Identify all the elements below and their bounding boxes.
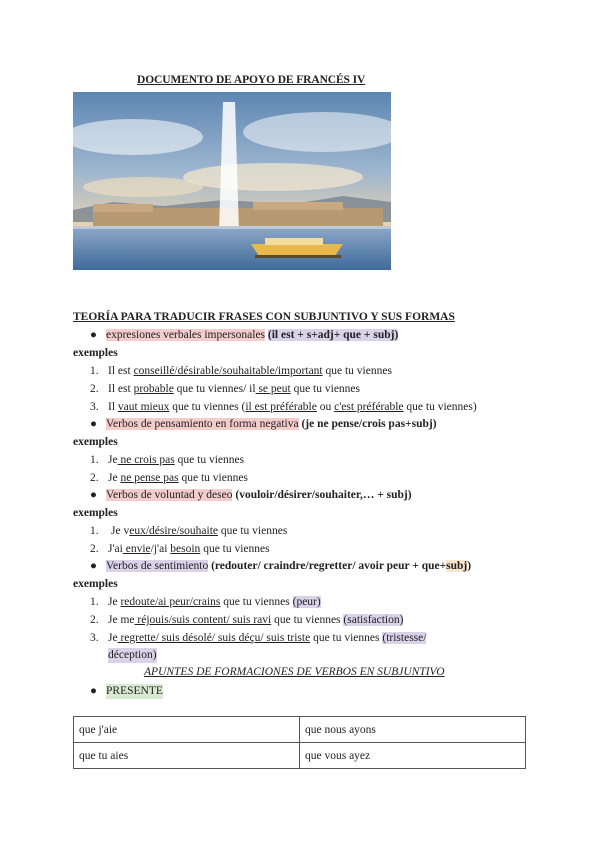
table-cell: que vous ayez <box>300 743 526 769</box>
feeling-rule-subj: subj <box>446 560 468 572</box>
list-number: 2. <box>90 383 99 395</box>
conjugation-table <box>73 716 526 769</box>
presente-label: PRESENTE <box>106 685 163 697</box>
section-heading: TEORÍA PARA TRADUCIR FRASES CON SUBJUNTIVO Y SUS FORMAS <box>73 311 455 323</box>
will-label: Verbos de voluntad y deseo <box>106 489 233 501</box>
document-title: DOCUMENTO DE APOYO DE FRANCÉS IV <box>137 74 366 86</box>
impersonal-label: expresiones verbales impersonales <box>106 329 266 341</box>
feeling-label: Verbos de sentimiento <box>106 560 209 572</box>
table-row <box>74 717 526 743</box>
examples-label-2: exemples <box>73 436 118 448</box>
list-number: 2. <box>90 614 99 626</box>
will-rule: (vouloir/désirer/souhaiter,… + subj) <box>235 489 412 501</box>
thought-rule: (je ne pense/crois pas+subj) <box>301 418 437 430</box>
apuntes-heading: APUNTES DE FORMACIONES DE VERBOS EN SUBJUNTIVO <box>144 666 445 678</box>
table-cell: que nous ayons <box>300 717 526 743</box>
list-number: 3. <box>90 632 99 644</box>
list-number: 1. <box>90 596 99 608</box>
geneva-photo <box>73 92 391 270</box>
list-number: 1. <box>90 365 99 377</box>
feeling-rule: (redouter/ craindre/regretter/ avoir peur + que+ <box>211 560 447 572</box>
impersonal-rule: (il est + s+adj+ que + subj) <box>267 329 399 341</box>
list-number: 2. <box>90 472 99 484</box>
table-cell: que j'aie <box>74 717 300 743</box>
table-row <box>74 743 526 769</box>
examples-label-3: exemples <box>73 507 118 519</box>
list-number: 3. <box>90 401 99 413</box>
list-number: 2. <box>90 543 99 555</box>
list-number: 1. <box>90 525 99 537</box>
examples-label-1: exemples <box>73 347 118 359</box>
examples-label-4: exemples <box>73 578 118 590</box>
table-cell: que tu aies <box>74 743 300 769</box>
thought-label: Verbos de pensamiento en forma negativa <box>106 418 299 430</box>
list-number: 1. <box>90 454 99 466</box>
